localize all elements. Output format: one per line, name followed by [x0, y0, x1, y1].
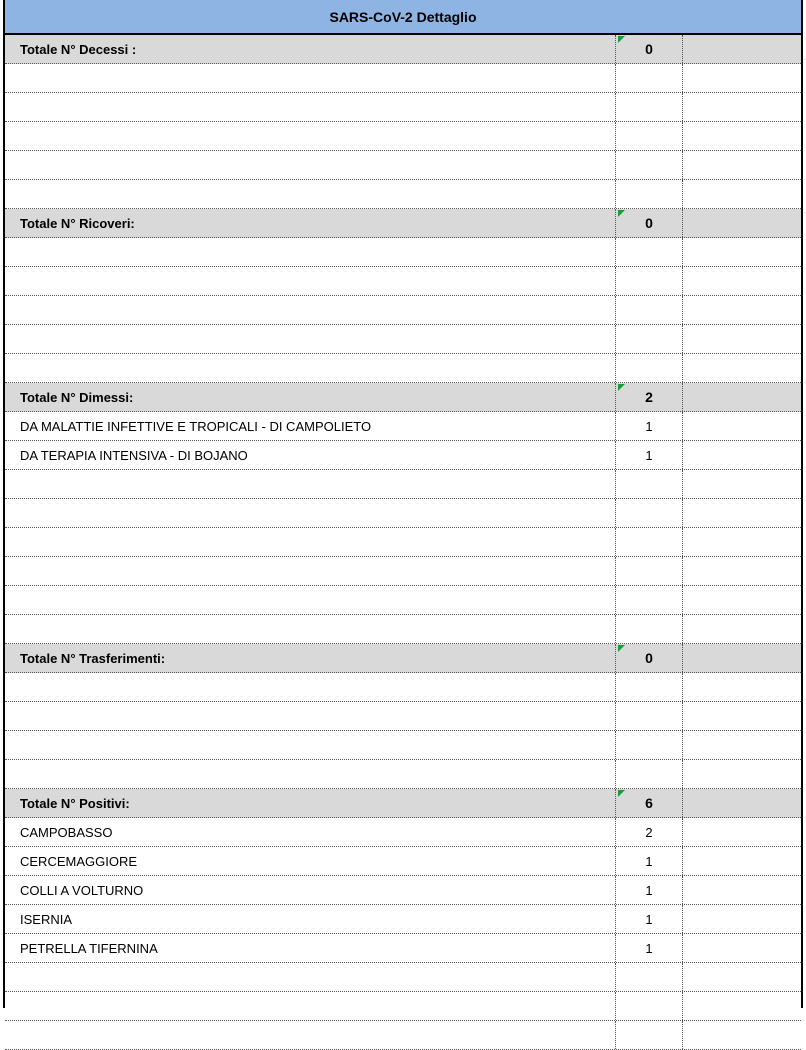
section-total-cell[interactable] — [615, 789, 683, 817]
empty-cell[interactable] — [683, 470, 801, 498]
empty-cell[interactable] — [615, 1021, 683, 1049]
empty-cell[interactable] — [683, 441, 801, 469]
empty-cell[interactable] — [615, 586, 683, 614]
empty-cell[interactable] — [683, 64, 801, 92]
blank-row — [5, 267, 801, 296]
blank-row — [5, 586, 801, 615]
section-total: 0 — [645, 650, 653, 666]
blank-row — [5, 731, 801, 760]
empty-cell[interactable] — [5, 992, 615, 1020]
blank-row — [5, 1021, 801, 1050]
item-name[interactable]: ISERNIA — [20, 911, 73, 927]
error-flag-icon — [618, 36, 625, 43]
blank-row — [5, 238, 801, 267]
empty-cell[interactable] — [683, 93, 801, 121]
table-row — [5, 441, 801, 470]
blank-row — [5, 64, 801, 93]
empty-cell[interactable] — [5, 731, 615, 759]
empty-cell[interactable] — [683, 731, 801, 759]
empty-cell[interactable] — [683, 934, 801, 962]
table-body — [5, 35, 801, 1050]
blank-row — [5, 354, 801, 383]
error-flag-icon — [618, 384, 625, 391]
section-total: 6 — [645, 795, 653, 811]
error-flag-icon — [618, 790, 625, 797]
section-total: 0 — [645, 215, 653, 231]
empty-cell[interactable] — [5, 354, 615, 382]
empty-cell[interactable] — [683, 528, 801, 556]
item-name[interactable]: DA TERAPIA INTENSIVA - DI BOJANO — [20, 447, 248, 463]
empty-cell[interactable] — [5, 499, 615, 527]
empty-cell[interactable] — [615, 354, 683, 382]
item-count[interactable]: 2 — [615, 818, 683, 846]
empty-cell[interactable] — [683, 586, 801, 614]
empty-cell[interactable] — [5, 470, 615, 498]
empty-cell[interactable] — [5, 151, 615, 179]
empty-cell[interactable] — [683, 992, 801, 1020]
empty-cell[interactable] — [5, 963, 615, 991]
empty-cell[interactable] — [683, 789, 801, 817]
item-count[interactable]: 1 — [615, 441, 683, 469]
empty-cell[interactable] — [5, 615, 615, 643]
section-total: 2 — [645, 389, 653, 405]
error-flag-icon — [618, 210, 625, 217]
empty-cell[interactable] — [683, 151, 801, 179]
empty-cell[interactable] — [683, 963, 801, 991]
blank-row — [5, 963, 801, 992]
table-row — [5, 412, 801, 441]
empty-cell[interactable] — [615, 702, 683, 730]
section-total: 0 — [645, 41, 653, 57]
empty-cell[interactable] — [683, 673, 801, 701]
section-header-row — [5, 789, 801, 818]
empty-cell[interactable] — [683, 760, 801, 788]
blank-row — [5, 673, 801, 702]
empty-cell[interactable] — [615, 963, 683, 991]
empty-cell[interactable] — [615, 180, 683, 208]
empty-cell[interactable] — [683, 209, 801, 237]
blank-row — [5, 760, 801, 789]
empty-cell[interactable] — [683, 557, 801, 585]
empty-cell[interactable] — [5, 296, 615, 324]
item-count[interactable]: 1 — [615, 847, 683, 875]
empty-cell[interactable] — [683, 180, 801, 208]
empty-cell[interactable] — [683, 354, 801, 382]
section-header-row — [5, 644, 801, 673]
table-row — [5, 818, 801, 847]
blank-row — [5, 470, 801, 499]
section-header-row — [5, 35, 801, 64]
empty-cell[interactable] — [615, 296, 683, 324]
empty-cell[interactable] — [683, 122, 801, 150]
blank-row — [5, 93, 801, 122]
blank-row — [5, 557, 801, 586]
empty-cell[interactable] — [615, 151, 683, 179]
empty-cell[interactable] — [5, 238, 615, 266]
empty-cell[interactable] — [5, 528, 615, 556]
section-total-cell[interactable] — [615, 383, 683, 411]
item-name[interactable]: CERCEMAGGIORE — [20, 853, 138, 869]
item-count[interactable]: 1 — [615, 876, 683, 904]
blank-row — [5, 180, 801, 209]
empty-cell[interactable] — [615, 731, 683, 759]
blank-row — [5, 528, 801, 557]
section-label[interactable]: Totale N° Dimessi: — [20, 389, 134, 405]
item-name[interactable]: PETRELLA TIFERNINA — [20, 940, 158, 956]
spreadsheet — [3, 0, 803, 1008]
empty-cell[interactable] — [615, 673, 683, 701]
empty-cell[interactable] — [5, 93, 615, 121]
section-label[interactable]: Totale N° Positivi: — [20, 795, 130, 811]
empty-cell[interactable] — [615, 992, 683, 1020]
empty-cell[interactable] — [683, 876, 801, 904]
empty-cell[interactable] — [5, 64, 615, 92]
sheet-title: SARS-CoV-2 Dettaglio — [5, 0, 801, 35]
error-flag-icon — [618, 645, 625, 652]
empty-cell[interactable] — [683, 905, 801, 933]
empty-cell[interactable] — [683, 499, 801, 527]
empty-cell[interactable] — [615, 267, 683, 295]
empty-cell[interactable] — [615, 470, 683, 498]
empty-cell[interactable] — [615, 557, 683, 585]
empty-cell[interactable] — [5, 122, 615, 150]
empty-cell[interactable] — [683, 412, 801, 440]
item-name[interactable]: CAMPOBASSO — [20, 824, 113, 840]
empty-cell[interactable] — [5, 760, 615, 788]
empty-cell[interactable] — [615, 499, 683, 527]
empty-cell[interactable] — [5, 325, 615, 353]
blank-row — [5, 499, 801, 528]
section-total-cell[interactable] — [615, 209, 683, 237]
empty-cell[interactable] — [5, 673, 615, 701]
table-row — [5, 876, 801, 905]
blank-row — [5, 296, 801, 325]
blank-row — [5, 702, 801, 731]
empty-cell[interactable] — [615, 93, 683, 121]
table-row — [5, 905, 801, 934]
empty-cell[interactable] — [615, 615, 683, 643]
empty-cell[interactable] — [615, 122, 683, 150]
item-count[interactable]: 1 — [615, 412, 683, 440]
empty-cell[interactable] — [683, 847, 801, 875]
empty-cell[interactable] — [683, 644, 801, 672]
empty-cell[interactable] — [683, 702, 801, 730]
blank-row — [5, 122, 801, 151]
section-total-cell[interactable] — [615, 644, 683, 672]
empty-cell[interactable] — [683, 615, 801, 643]
item-count[interactable]: 1 — [615, 905, 683, 933]
empty-cell[interactable] — [683, 238, 801, 266]
empty-cell[interactable] — [5, 180, 615, 208]
empty-cell[interactable] — [615, 238, 683, 266]
empty-cell[interactable] — [683, 1021, 801, 1049]
section-label[interactable]: Totale N° Trasferimenti: — [20, 650, 166, 666]
empty-cell[interactable] — [683, 35, 801, 63]
empty-cell[interactable] — [5, 557, 615, 585]
empty-cell[interactable] — [615, 325, 683, 353]
blank-row — [5, 615, 801, 644]
empty-cell[interactable] — [5, 702, 615, 730]
item-name[interactable]: COLLI A VOLTURNO — [20, 882, 144, 898]
empty-cell[interactable] — [683, 383, 801, 411]
empty-cell[interactable] — [5, 1021, 615, 1049]
empty-cell[interactable] — [5, 586, 615, 614]
empty-cell[interactable] — [615, 528, 683, 556]
section-header-row — [5, 383, 801, 412]
empty-cell[interactable] — [5, 267, 615, 295]
empty-cell[interactable] — [683, 267, 801, 295]
empty-cell[interactable] — [683, 818, 801, 846]
section-label[interactable]: Totale N° Ricoveri: — [20, 215, 135, 231]
section-total-cell[interactable] — [615, 35, 683, 63]
blank-row — [5, 992, 801, 1021]
empty-cell[interactable] — [683, 325, 801, 353]
empty-cell[interactable] — [615, 760, 683, 788]
item-count[interactable]: 1 — [615, 934, 683, 962]
empty-cell[interactable] — [683, 296, 801, 324]
blank-row — [5, 325, 801, 354]
section-label[interactable]: Totale N° Decessi : — [20, 41, 137, 57]
item-name[interactable]: DA MALATTIE INFETTIVE E TROPICALI - DI CAMPOLIETO — [20, 418, 372, 434]
empty-cell[interactable] — [615, 64, 683, 92]
table-row — [5, 847, 801, 876]
table-row — [5, 934, 801, 963]
section-header-row — [5, 209, 801, 238]
blank-row — [5, 151, 801, 180]
